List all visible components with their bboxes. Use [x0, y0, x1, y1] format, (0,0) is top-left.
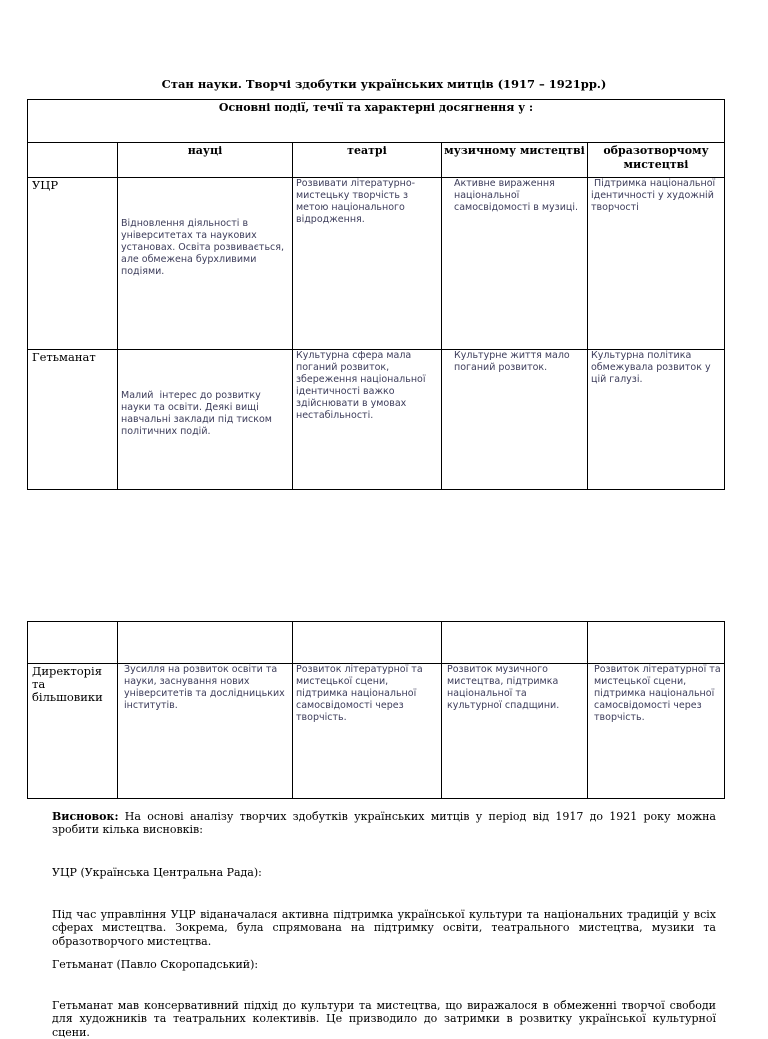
table-row	[28, 350, 725, 490]
column-header-science: науці	[118, 143, 293, 178]
cell-ucr-visual-art: Підтримка національної ідентичності у художній творчості	[588, 178, 725, 350]
cell-hetmanate-visual-art: Культурна політика обмежувала розвиток у цій галузі.	[588, 350, 725, 490]
cell-hetmanate-theatre: Культурна сфера мала поганий розвиток, збереження національної ідентичності важко здійснювати в умовах нестабільності.	[293, 350, 442, 490]
hetmanate-paragraph: Гетьманат мав консервативний підхід до культури та мистецтва, що виражалося в обмеженні творчої свободи для художників та театральних колективів. Це призводило до затримки в розвитку української культурної сцени.	[52, 999, 716, 1039]
cell-directory-music: Розвиток музичного мистецтва, підтримка національної та культурної спадщини.	[442, 664, 588, 799]
row-label-hetmanate: Гетьманат	[28, 350, 118, 490]
cell-hetmanate-science: Малий інтерес до розвитку науки та освіти. Деякі вищі навчальні заклади під тиском політичних подій.	[118, 350, 293, 490]
corner-cell	[28, 143, 118, 178]
column-header-theatre: театрі	[293, 143, 442, 178]
empty-cell	[442, 622, 588, 664]
row-label-ucr: УЦР	[28, 178, 118, 350]
table-header: Основні події, течії та характерні досягнення у :	[28, 100, 725, 143]
cell-ucr-music: Активне вираження національної самосвідомості в музиці.	[442, 178, 588, 350]
cell-ucr-theatre: Розвивати літературно-мистецьку творчість з метою національного відродження.	[293, 178, 442, 350]
conclusion-paragraph	[52, 810, 716, 837]
empty-cell	[28, 622, 118, 664]
conclusion-label: Висновок:	[52, 810, 119, 823]
column-header-visual-art: образотворчому мистецтві	[588, 143, 725, 178]
ucr-paragraph: Під час управління УЦР віданачалася активна підтримка української культури та національних традицій у всіх сферах мистецтва. Зокрема, була спрямована на підтримку освіти, театрального мистецтва, музики та образотворчого мистецтва.	[52, 908, 716, 948]
empty-cell	[588, 622, 725, 664]
ucr-heading: УЦР (Українська Центральна Рада):	[52, 866, 262, 879]
cell-directory-theatre: Розвиток літературної та мистецької сцени, підтримка національної самосвідомості через творчість.	[293, 664, 442, 799]
achievements-table	[27, 99, 725, 490]
table-row	[28, 178, 725, 350]
hetmanate-heading: Гетьманат (Павло Скоропадський):	[52, 958, 259, 971]
cell-hetmanate-music: Культурне життя мало поганий розвиток.	[442, 350, 588, 490]
empty-cell	[293, 622, 442, 664]
cell-ucr-science: Відновлення діяльності в університетах та наукових установах. Освіта розвивається, але обмежена бурхливими подіями.	[118, 178, 293, 350]
achievements-table-continued	[27, 621, 725, 799]
document-title: Стан науки. Творчі здобутки українських митців (1917 – 1921рр.)	[161, 77, 607, 91]
empty-cell	[118, 622, 293, 664]
table-row	[28, 664, 725, 799]
conclusion-text: На основі аналізу творчих здобутків українських митців у період від 1917 до 1921 року можна зробити кілька висновків:	[52, 810, 716, 837]
cell-directory-visual-art: Розвиток літературної та мистецької сцени, підтримка національної самосвідомості через творчість.	[588, 664, 725, 799]
column-header-music: музичному мистецтві	[442, 143, 588, 178]
row-label-directory: Директорія та більшовики	[28, 664, 118, 799]
cell-directory-science: Зусилля на розвиток освіти та науки, заснування нових університетів та дослідницьких інститутів.	[118, 664, 293, 799]
